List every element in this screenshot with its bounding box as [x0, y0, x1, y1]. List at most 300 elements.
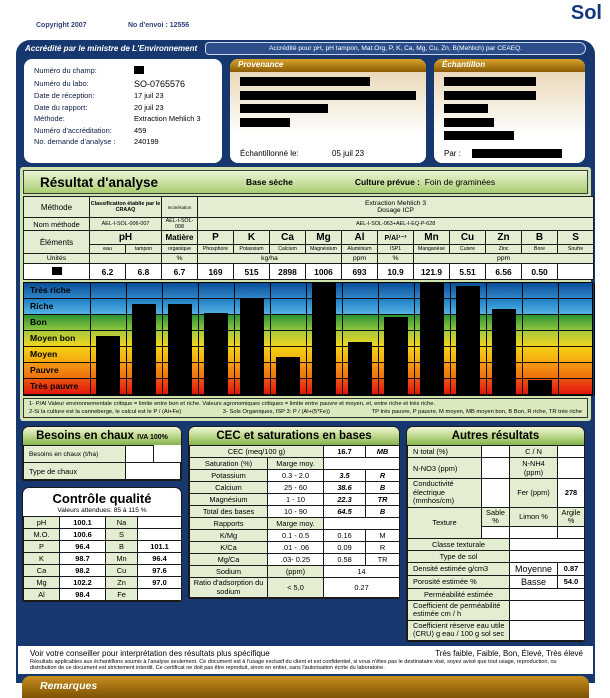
fer-label: Fer (ppm) — [510, 479, 558, 508]
cec-column — [188, 426, 400, 642]
chart-bar-Matière organique — [168, 304, 192, 395]
argile-value — [558, 526, 585, 538]
qc-param: Mg — [24, 577, 60, 589]
qc-value: 97.0 — [138, 577, 182, 589]
densite-class: Moyenne — [510, 562, 558, 575]
fer-value: 278 — [558, 479, 585, 508]
band-label: Très riche — [30, 285, 71, 295]
nom-methode-label: Nom méthode — [24, 218, 90, 231]
redaction-bar — [444, 131, 514, 140]
cec-range: Marge moy. — [268, 458, 324, 470]
cec-label: CEC (meq/100 g) — [190, 446, 324, 458]
element-value-10: 5.51 — [450, 264, 486, 280]
chart-grid-line — [378, 283, 379, 395]
redaction-bar — [472, 149, 562, 158]
cec-label: Calcium — [190, 482, 268, 494]
element-symbol-4: Al — [342, 231, 378, 245]
info-section — [16, 57, 595, 167]
chart-grid-line — [414, 283, 415, 395]
cec-label: Mg/Ca — [190, 554, 268, 566]
cec-range: (ppm) — [268, 566, 324, 578]
permeabilite-value — [510, 588, 585, 600]
redaction-block — [52, 267, 62, 275]
qc-param: Zn — [106, 577, 138, 589]
info-value: 240199 — [134, 137, 159, 146]
unit-blank — [90, 254, 162, 264]
type-sol-label: Type de sol — [408, 550, 510, 562]
chart-bar-Mn — [420, 283, 444, 395]
elements-symbol-row — [24, 231, 594, 245]
redaction-bar — [444, 118, 494, 127]
rating-scale-note: Très faible, Faible, Bon, Élevé, Très élevé — [435, 648, 583, 658]
bottom-sections — [16, 421, 595, 642]
cec-rating: B — [366, 482, 400, 494]
conductivite-label: Conductivité électrique (mmhos/cm) — [408, 479, 482, 508]
cn-label: C / N — [510, 446, 558, 458]
element-name-3: Phosphore — [198, 245, 234, 254]
qc-value: 100.6 — [60, 529, 106, 541]
controle-row — [24, 553, 182, 565]
info-label: Numéro d'accréditation: — [34, 125, 112, 135]
qc-value — [138, 589, 182, 601]
besoins-chaux-panel — [22, 426, 182, 481]
cec-range: 25 - 60 — [268, 482, 324, 494]
autres-row — [408, 588, 585, 600]
info-value: 459 — [134, 125, 147, 135]
richness-chart — [23, 282, 593, 396]
qc-value — [138, 529, 182, 541]
limon-header: Limon % — [510, 507, 558, 526]
element-symbol-7: Cu — [450, 231, 486, 245]
chart-bar-pH eau — [96, 336, 120, 395]
cec-blank — [324, 458, 400, 470]
info-value: 20 juil 23 — [134, 102, 164, 112]
cec-blank — [324, 518, 400, 530]
nom-methode-2: AEL-I-SOL-008 — [162, 218, 198, 231]
argile-header: Argile % — [558, 507, 585, 526]
footnote-2a: 2-Si la culture est la canneberge, le calcul est le P / (Al+Fe) — [29, 409, 182, 415]
band-label: Moyen — [30, 349, 58, 359]
values-row — [24, 264, 594, 280]
element-value-6: 1006 — [306, 264, 342, 280]
band-label: Bon — [30, 317, 47, 327]
limon-value — [510, 526, 558, 538]
autres-row — [408, 600, 585, 620]
footer-line — [18, 646, 593, 658]
element-name-0: eau — [90, 245, 126, 254]
redacted-value — [134, 66, 216, 76]
cec-row — [190, 482, 400, 494]
qc-value: 98.2 — [60, 565, 106, 577]
chart-grid-line — [270, 283, 271, 395]
conductivite-value — [482, 479, 510, 508]
cec-row — [190, 542, 400, 554]
element-symbol-1: K — [234, 231, 270, 245]
element-value-0: 6.2 — [90, 264, 126, 280]
info-label: Méthode: — [34, 114, 65, 123]
qc-param: Al — [24, 589, 60, 601]
n-total-label: N total (%) — [408, 446, 482, 458]
info-label: Date de réception: — [34, 91, 95, 100]
info-value: Extraction Mehlich 3 — [134, 114, 201, 123]
qc-param: Ca — [24, 565, 60, 577]
qc-value — [138, 517, 182, 529]
qc-param: P — [24, 541, 60, 553]
element-value-9: 121.9 — [414, 264, 450, 280]
element-symbol-3: Mg — [306, 231, 342, 245]
cec-range: Marge moy. — [268, 518, 324, 530]
cec-range: < 5,0 — [268, 578, 324, 598]
qc-param: Cu — [106, 565, 138, 577]
chart-bar-pH tampon — [132, 304, 156, 395]
envoi-number: No d'envoi : 12556 — [128, 22, 190, 29]
provenance-header: Provenance — [230, 59, 426, 72]
element-name-5: Calcium — [270, 245, 306, 254]
base-seche-label: Base sèche — [246, 177, 293, 187]
element-name-6: Magnésium — [306, 245, 342, 254]
element-symbol-0: P — [198, 231, 234, 245]
cec-label: K/Ca — [190, 542, 268, 554]
cec-value: 0.09 — [324, 542, 366, 554]
chart-grid-line — [450, 283, 451, 395]
n-total-value — [482, 446, 510, 458]
element-name-12: Bore — [522, 245, 558, 254]
classe-texturale-label: Classe texturale — [408, 538, 510, 550]
result-title: Résultat d'analyse — [40, 174, 159, 190]
densite-value: 0.87 — [558, 562, 585, 575]
autres-row — [408, 550, 585, 562]
element-name-7: Aluminium — [342, 245, 378, 254]
sampled-label: Échantillonné le: — [240, 149, 299, 158]
sample-id-redacted — [24, 264, 90, 280]
band-label: Riche — [30, 301, 54, 311]
element-value-4: 515 — [234, 264, 270, 280]
chart-grid-line — [486, 283, 487, 395]
elements-label: Éléments — [24, 231, 90, 254]
element-name-11: Zinc — [486, 245, 522, 254]
accreditation-right: Accrédité pour pH, pH tampon, Mat.Org, P, K, Ca, Mg, Cu, Zn, B(Mehlich) par CEAEQ. — [205, 42, 586, 55]
info-row-methode — [34, 114, 216, 123]
besoins-chaux-value — [126, 446, 154, 463]
classe-texturale-value — [510, 538, 585, 550]
permeabilite-label: Perméabilité estimée — [408, 588, 510, 600]
units-row — [24, 254, 594, 264]
controle-row — [24, 577, 182, 589]
sampled-date: 05 juil 23 — [332, 149, 365, 158]
cec-label: Ratio d'adsorption du sodium — [190, 578, 268, 598]
par-line — [444, 149, 577, 158]
cec-row — [190, 470, 400, 482]
methode-row — [24, 197, 594, 218]
chart-grid-line — [558, 283, 559, 395]
cec-range: 0.1 - 0.5 — [268, 530, 324, 542]
cec-label: Total des bases — [190, 506, 268, 518]
dosage-label: Dosage ICP — [377, 207, 414, 214]
footnote-1: 1- P/Al Valeur environnementale critique = limite entre bon et riche. Valeurs agronomiques critiques = limite entre pauvre et moyen, et, entre riche et très riche. — [29, 401, 436, 407]
controle-row — [24, 517, 182, 529]
autres-row — [408, 538, 585, 550]
qc-value: 98.7 — [60, 553, 106, 565]
cec-row — [190, 578, 400, 598]
cec-row — [190, 506, 400, 518]
cec-value: 3.5 — [324, 470, 366, 482]
band-label: Pauvre — [30, 365, 59, 375]
qc-param: pH — [24, 517, 60, 529]
autres-row — [408, 562, 585, 575]
culture-prevue — [355, 177, 495, 187]
cec-range: 1 - 10 — [268, 494, 324, 506]
controle-subtitle: Valeurs attendues: 85 à 115 % — [57, 507, 147, 514]
type-chaux-label: Type de chaux — [24, 463, 126, 480]
report-frame — [16, 40, 595, 693]
analysis-table — [23, 196, 594, 280]
qc-param: Fe — [106, 589, 138, 601]
footnote-legend: TP très pauvre, P pauvre, M moyen, MB moyen bon, B Bon, R riche, TR très riche — [371, 409, 582, 415]
info-row-labo — [34, 79, 216, 89]
chart-bar-Mg — [312, 283, 336, 395]
densite-label: Densité estimée g/cm3 — [408, 562, 510, 575]
chart-bar-K — [240, 298, 264, 395]
element-value-7: 693 — [342, 264, 378, 280]
cec-value: 38.6 — [324, 482, 366, 494]
qc-value: 97.6 — [138, 565, 182, 577]
chart-bar-Zn — [492, 309, 516, 395]
controle-row — [24, 541, 182, 553]
left-column — [22, 426, 182, 642]
extraction-cell — [198, 197, 594, 218]
chart-grid-line — [126, 283, 127, 395]
autres-row — [408, 575, 585, 588]
cec-rating: TR — [366, 554, 400, 566]
besoins-table — [23, 445, 181, 480]
legal-text: Résultats applicables aux échantillons soumis à l'analyse seulement. Ce document est à l'usage exclusif du client et est confidentiel, si vous n'êtes pas le destinataire visé, soyez avisé que tout usage, reproduction, ou distribution de ce document est strictement interdit. Ce certificat ne doit pas être reproduit, sinon en entier, sans l'autorisation écrite du laboratoire. — [18, 658, 593, 674]
element-name-8: ISP1 — [378, 245, 414, 254]
qc-value: 100.1 — [60, 517, 106, 529]
cec-rating: R — [366, 470, 400, 482]
remarques-header: Remarques — [22, 676, 589, 698]
cec-panel — [188, 426, 400, 599]
footnote-2b: 3- Sols Organiques, ISP 3: P / (Al+(5*Fe)) — [222, 409, 330, 415]
element-symbol-2: Ca — [270, 231, 306, 245]
info-row-champ — [34, 66, 216, 76]
autres-row — [408, 458, 585, 479]
besoins-row — [24, 446, 181, 463]
porosite-class: Basse — [510, 575, 558, 588]
element-name-13: Soufre — [558, 245, 594, 254]
provenance-card — [230, 59, 426, 163]
cec-row — [190, 458, 400, 470]
redaction-block — [134, 66, 144, 74]
autres-header: Autres résultats — [407, 427, 584, 445]
qc-param: Na — [106, 517, 138, 529]
element-name-4: Potassium — [234, 245, 270, 254]
footnote-2 — [29, 409, 582, 415]
nno3-value — [482, 458, 510, 479]
cec-value: 0.58 — [324, 554, 366, 566]
cec-value: 0.16 — [324, 530, 366, 542]
nnh4-value — [558, 458, 585, 479]
element-symbol-6: Mn — [414, 231, 450, 245]
result-header — [23, 170, 588, 194]
cec-range: 0.3 - 2.0 — [268, 470, 324, 482]
cec-rating: MB — [366, 446, 400, 458]
redaction-bar — [240, 118, 290, 127]
chart-bar-P/Al — [384, 317, 408, 395]
unit-kgha: kg/ha — [198, 254, 342, 264]
porosite-value: 54.0 — [558, 575, 585, 588]
cec-label: Magnésium — [190, 494, 268, 506]
element-value-3: 169 — [198, 264, 234, 280]
element-value-2: 6.7 — [162, 264, 198, 280]
info-value: 17 juil 23 — [134, 91, 164, 100]
unit-ppm-trace: ppm — [414, 254, 594, 264]
cec-row — [190, 530, 400, 542]
coeff-cru-label: Coefficient réserve eau utile (CRU) g eau / 100 g sol sec — [408, 620, 510, 640]
besoins-title: Besoins en chaux — [36, 430, 134, 442]
coeff-cru-value — [510, 620, 585, 640]
element-name-2: organique — [162, 245, 198, 254]
element-name-9: Manganèse — [414, 245, 450, 254]
chart-grid-line — [522, 283, 523, 395]
element-name-10: Cuivre — [450, 245, 486, 254]
cec-label: K/Mg — [190, 530, 268, 542]
echantillon-card — [434, 59, 585, 163]
autres-row — [408, 479, 585, 508]
nnh4-label: N-NH4 (ppm) — [510, 458, 558, 479]
controle-title: Contrôle qualité — [52, 491, 152, 506]
info-row-accreditation — [34, 126, 216, 135]
unit-pct-mo: % — [162, 254, 198, 264]
element-symbol-8: Zn — [486, 231, 522, 245]
result-section — [20, 167, 591, 421]
chart-bar-Cu — [456, 286, 480, 395]
qc-param: B — [106, 541, 138, 553]
chart-grid-line — [162, 283, 163, 395]
culture-label: Culture prévue : — [354, 177, 420, 187]
qc-param: K — [24, 553, 60, 565]
cec-label: Sodium — [190, 566, 268, 578]
controle-row — [24, 529, 182, 541]
qc-param: M.O. — [24, 529, 60, 541]
element-value-11: 6.56 — [486, 264, 522, 280]
chart-grid-line — [306, 283, 307, 395]
texture-label: Texture — [408, 507, 482, 538]
autres-row — [408, 507, 585, 526]
qc-param: Mn — [106, 553, 138, 565]
autres-row — [408, 446, 585, 458]
besoins-chaux-label: Besoins en chaux (t/ha) — [24, 446, 126, 463]
info-label: Date du rapport: — [34, 102, 88, 112]
element-value-1: 6.8 — [126, 264, 162, 280]
autres-row — [408, 620, 585, 640]
cec-value: 14 — [324, 566, 400, 578]
element-value-12: 0.50 — [522, 264, 558, 280]
redaction-bar — [240, 91, 416, 100]
redaction-bar — [240, 104, 328, 113]
nom-methode-row — [24, 218, 594, 231]
element-symbol-9: B — [522, 231, 558, 245]
controle-row — [24, 589, 182, 601]
qc-value: 96.4 — [60, 541, 106, 553]
controle-table — [23, 516, 182, 601]
cec-rating: M — [366, 530, 400, 542]
chart-bar-B — [528, 380, 552, 395]
coeff-permeabilite-label: Coefficient de perméabilité estimée cm / h — [408, 600, 510, 620]
methode-label: Méthode — [24, 197, 90, 218]
unit-ppm-al: ppm — [342, 254, 378, 264]
element-name-1: tampon — [126, 245, 162, 254]
ph-header: pH — [90, 231, 162, 245]
porosite-label: Porosité estimée % — [408, 575, 510, 588]
copyright-text: Copyright 2007 — [36, 22, 87, 29]
redaction-bar — [444, 77, 536, 86]
cec-header: CEC et saturations en bases — [189, 427, 399, 445]
cec-label: Potassium — [190, 470, 268, 482]
cec-label: Saturation (%) — [190, 458, 268, 470]
document-type-label: Sol — [570, 2, 602, 24]
chart-footnotes — [23, 398, 588, 418]
band-label: Très pauvre — [30, 381, 79, 391]
chart-grid-line — [342, 283, 343, 395]
unites-label: Unités — [24, 254, 90, 264]
chart-bar-P — [204, 313, 228, 395]
besoins-suffix: IVA 100% — [137, 434, 168, 441]
chart-grid-line — [90, 283, 91, 395]
info-value: SO-0765576 — [134, 78, 186, 89]
cec-table — [189, 445, 400, 598]
element-symbol-10: S — [558, 231, 594, 245]
qc-value: 101.1 — [138, 541, 182, 553]
chart-bar-Al — [348, 342, 372, 395]
element-value-8: 10.9 — [378, 264, 414, 280]
chart-grid-line — [234, 283, 235, 395]
info-label: Numéro du labo: — [34, 78, 89, 88]
cec-range: .01 - .06 — [268, 542, 324, 554]
cn-value — [558, 446, 585, 458]
info-row-rapport — [34, 103, 216, 112]
accreditation-left: Accrédité par le ministre de L'Environnement — [25, 44, 198, 53]
qc-param: S — [106, 529, 138, 541]
info-label: No. demande d'analyse : — [34, 137, 116, 146]
type-sol-value — [510, 550, 585, 562]
controle-row — [24, 565, 182, 577]
element-value-13 — [558, 264, 594, 280]
nom-methode-3: AEL-I-SOL-063+AEL-I-EQ-P-628 — [198, 218, 594, 231]
qc-value: 102.2 — [60, 577, 106, 589]
cec-row — [190, 494, 400, 506]
element-symbol-5: P/Al¹⁻³ — [378, 231, 414, 245]
info-row-demande — [34, 137, 216, 146]
cec-label: Rapports — [190, 518, 268, 530]
cec-rating: TR — [366, 494, 400, 506]
chart-grid-line — [594, 283, 595, 395]
cec-rating: B — [366, 506, 400, 518]
cec-value: 16.7 — [324, 446, 366, 458]
autres-panel — [406, 426, 585, 642]
cec-row — [190, 554, 400, 566]
chart-grid-line — [198, 283, 199, 395]
nno3-label: N-NO3 (ppm) — [408, 458, 482, 479]
qc-value: 98.4 — [60, 589, 106, 601]
sample-info-card — [24, 59, 222, 163]
cec-value: 64.5 — [324, 506, 366, 518]
cec-row — [190, 446, 400, 458]
info-row-reception — [34, 91, 216, 100]
band-label: Moyen bon — [30, 333, 76, 343]
sable-value — [482, 526, 510, 538]
redaction-bar — [444, 104, 488, 113]
unit-pct-pal: % — [378, 254, 414, 264]
